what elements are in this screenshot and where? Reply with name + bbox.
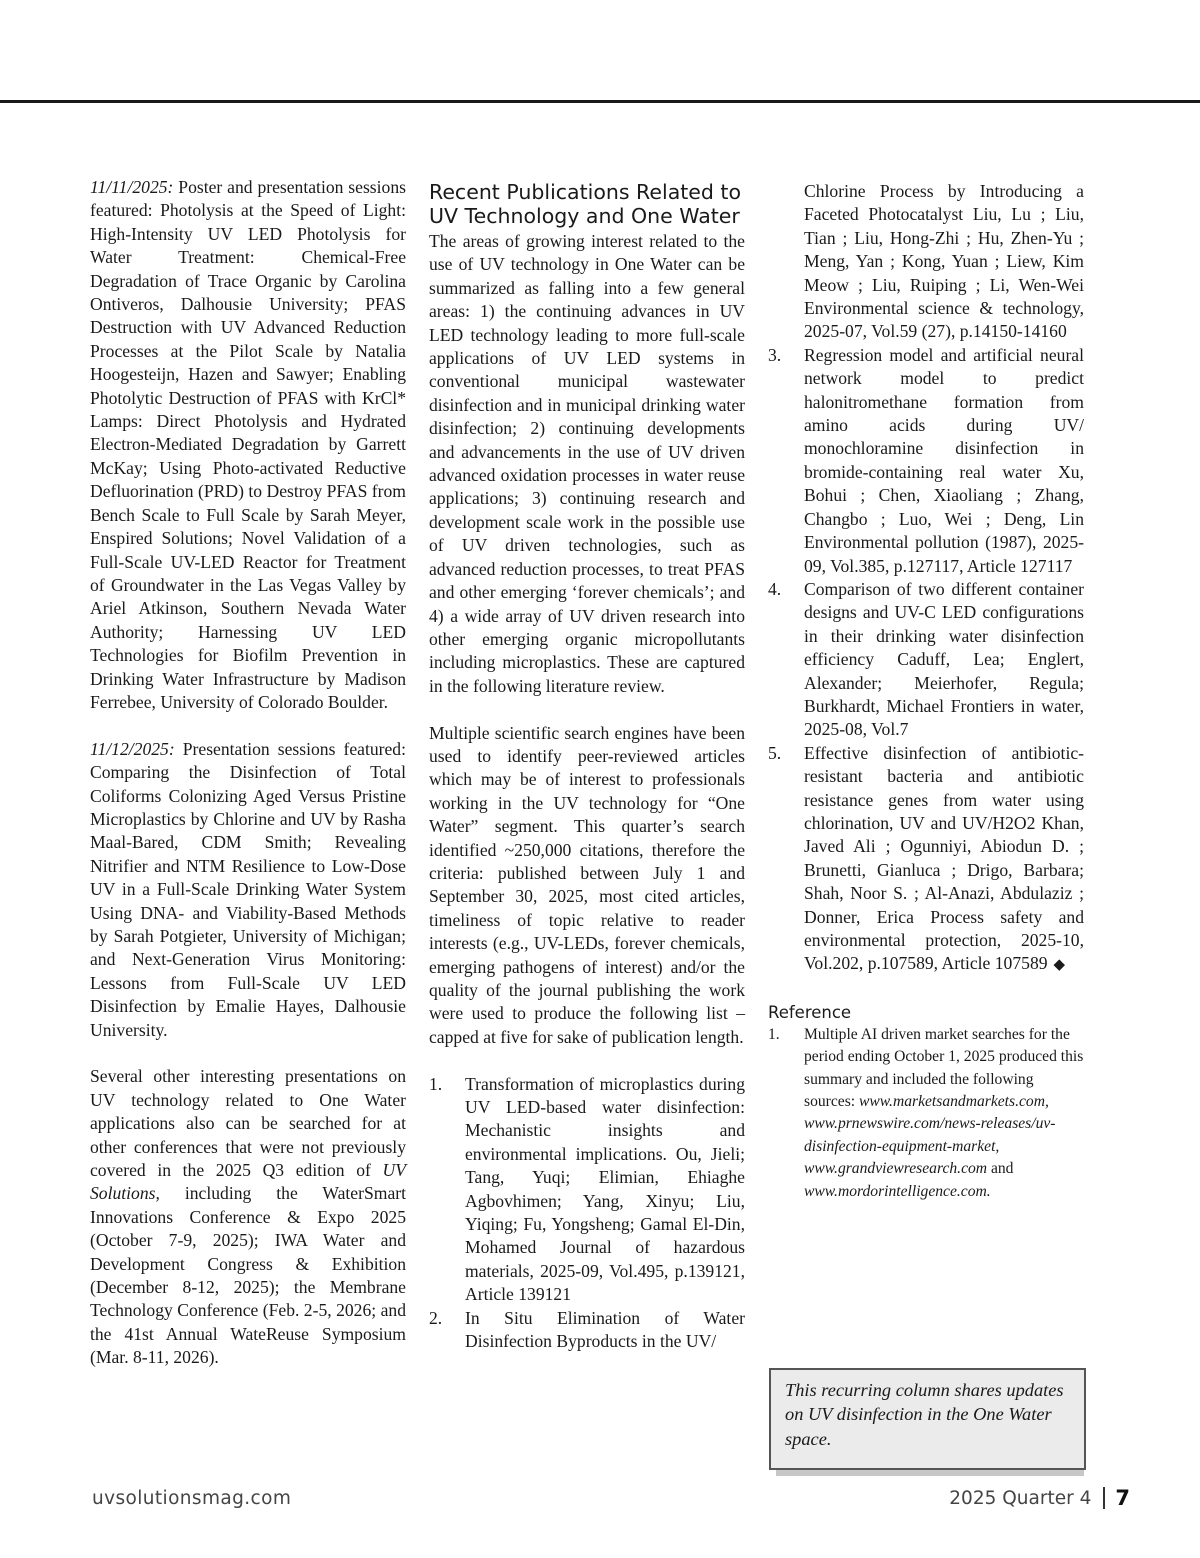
- page-number: 7: [1115, 1486, 1130, 1510]
- item-number: 5.: [768, 742, 782, 763]
- session-text: Presentation sessions featured: Comparing the Disinfection of Total Coliforms Colonizing Aged Versus Pristine Microplastics by Chlorine and UV by Rasha Maal-Bared, CDM Smith; Revealing Nitrifier and NTM Resilience to Low-Dose UV in a Full-Scale Drinking Water System Using DNA- and Viability-Based Methods by Sarah Potgieter, University of Michigan; and Next-Generation Virus Monitoring: Lessons from Full-Scale UV LED Disinfection by Emalie Hayes, Dalhousie University.: [90, 738, 406, 1040]
- publication-item: [429, 1307, 745, 1354]
- reference-heading: Reference: [768, 1002, 852, 1022]
- reference-link[interactable]: www.marketsandmarkets.com,: [859, 1093, 1049, 1111]
- paragraph-text: Several other interesting presentations on UV technology related to One Water applications also can be searched for at other conferences that were not previously covered in the 2025 Q3 edition of: [90, 1066, 406, 1181]
- publication-list: [768, 344, 1084, 978]
- header-rule: [0, 100, 1200, 103]
- reference-link[interactable]: www.prnewswire.com/news-releases/uv-disinfection-equipment-market,: [804, 1115, 1056, 1155]
- reference-list: [768, 1024, 1084, 1203]
- item-number: 1.: [768, 1025, 780, 1043]
- publication-title: UV Solutions,: [90, 1160, 406, 1204]
- item-text: In Situ Elimination of Water Disinfection Byproducts in the UV/: [465, 1307, 745, 1352]
- session-date: 11/11/2025:: [90, 177, 174, 197]
- column-middle: [429, 176, 745, 1353]
- publication-item: [429, 1073, 745, 1307]
- reference-conjunction: and: [987, 1160, 1014, 1178]
- item-text: Transformation of microplastics during UV LED-based water disinfection: Mechanistic insights and environmental implications. Ou, Jieli; Tang, Yuqi; Elimian, Ehiaghe Agbovhimen; Yang, Xinyu; Liu, Yiqing; Fu, Yongsheng; Gamal El-Din, Mohamed Journal of hazardous materials, 2025-09, Vol.495, p.139121, Article 139121: [465, 1073, 745, 1305]
- footer-issue-info: [949, 1486, 1130, 1510]
- reference-link[interactable]: www.grandviewresearch.com: [804, 1160, 988, 1178]
- column-right: [768, 180, 1084, 1203]
- reference-link[interactable]: www.mordorintelligence.com.: [804, 1182, 991, 1200]
- session-date: 11/12/2025:: [90, 738, 175, 759]
- end-mark-icon: ◆: [1053, 957, 1066, 974]
- column-callout-box: This recurring column shares updates on UV disinfection in the One Water space.: [769, 1368, 1086, 1470]
- footer-website: uvsolutionsmag.com: [92, 1488, 292, 1509]
- publication-item-continued: Chlorine Process by Introducing a Faceted Photocatalyst Liu, Lu ; Liu, Tian ; Liu, Hong-Zhi ; Hu, Zhen-Yu ; Meng, Yan ; Kong, Yuan ; Liew, Kim Meow ; Liu, Ruiping ; Li, Wen-Wei Environmental science & technology, 2025-07, Vol.59 (27), p.14150-14160: [804, 181, 1084, 342]
- item-number: 1.: [429, 1073, 443, 1094]
- publication-item: [768, 344, 1084, 578]
- publication-item: [768, 578, 1084, 742]
- footer-divider: [1103, 1487, 1105, 1509]
- item-text: Comparison of two different container designs and UV-C LED configurations in their drinking water disinfection efficiency Caduff, Lea; Englert, Alexander; Meierhofer, Regula; Burkhardt, Michael Frontiers in water, 2025-08, Vol.7: [804, 578, 1084, 740]
- paragraph-text: including the WaterSmart Innovations Conference & Expo 2025 (October 7-9, 2025); IWA Water and Development Congress & Exhibition (December 8-12, 2025); the Membrane Technology Conference (Feb. 2-5, 2026; and the 41st Annual WateReuse Symposium (Mar. 8-11, 2026).: [90, 1183, 406, 1368]
- methodology-paragraph: Multiple scientific search engines have been used to identify peer-reviewed articles which may be of interest to professionals working in the UV technology for “One Water” segment. This quarter’s search identified ~250,000 citations, therefore the criteria: published between July 1 and September 30, 2025, most cited articles, timeliness of topic relative to reader interests (e.g., UV-LEDs, forever chemicals, emerging pathogens of interest) and/or the quality of the journal publishing the work were used to produce the following list – capped at five for sake of publication length.: [429, 722, 745, 1047]
- other-conferences-paragraph: [90, 1065, 406, 1369]
- session-paragraph-nov12: [90, 738, 406, 1042]
- item-number: 2.: [429, 1307, 443, 1328]
- item-text: Effective disinfection of antibiotic-resistant bacteria and antibiotic resistance genes from water using chlorination, UV and UV/H2O2 Khan, Javed Ali ; Ogunniyi, Abiodun D. ; Brunetti, Gianluca ; Drigo, Barbara; Shah, Noor S. ; Al-Anazi, Abdulaziz ; Donner, Erica Process safety and environmental protection, 2025-10, Vol.202, p.107589, Article 107589: [804, 742, 1084, 974]
- item-number: 4.: [768, 578, 782, 599]
- session-text: Poster and presentation sessions featured: Photolysis at the Speed of Light: High-Intensity UV LED Photolysis for Water Treatment: Chemical-Free Degradation of Trace Organic by Carolina Ontiveros, Dalhousie University; PFAS Destruction with UV Advanced Reduction Processes at the Pilot Scale by Natalia Hoogesteijn, Hazen and Sawyer; Enabling Photolytic Destruction of PFAS with KrCl* Lamps: Direct Photolysis and Hydrated Electron-Mediated Degradation by Garrett McKay; Using Photo-activated Reductive Defluorination (PRD) to Destroy PFAS from Bench Scale to Full Scale by Sarah Meyer, Enspired Solutions; Novel Validation of a Full-Scale UV-LED Reactor for Treatment of Groundwater in the Las Vegas Valley by Ariel Atkinson, Southern Nevada Water Authority; Harnessing UV LED Technologies for Biofilm Prevention in Drinking Water Infrastructure by Madison Ferrebee, University of Colorado Boulder.: [90, 177, 406, 712]
- column-left: [90, 176, 406, 1370]
- footer-issue: 2025 Quarter 4: [949, 1487, 1092, 1509]
- reference-text: Multiple AI driven market searches for the period ending October 1, 2025 produced this summary and included the following sources:: [804, 1025, 1084, 1111]
- item-text: Regression model and artificial neural network model to predict halonitromethane formation from amino acids during UV/ monochloramine disinfection in bromide-containing real water Xu, Bohui ; Chen, Xiaoliang ; Zhang, Changbo ; Luo, Wei ; Deng, Lin Environmental pollution (1987), 2025-09, Vol.385, p.127117, Article 127117: [804, 344, 1084, 576]
- session-paragraph-nov11: [90, 176, 406, 714]
- section-heading: Recent Publications Related to UV Technology and One Water: [429, 180, 742, 228]
- reference-item: [768, 1024, 1084, 1203]
- publication-item: [768, 742, 1084, 978]
- intro-paragraph: The areas of growing interest related to the use of UV technology in One Water can be summarized as falling into a few general areas: 1) the continuing advances in UV LED technology leading to more full-scale applications of UV LED systems in conventional municipal wastewater disinfection and in municipal drinking water disinfection; 2) continuing developments and advancements in the use of UV driven advanced oxidation processes in water reuse applications; 3) continuing research and development scale work in the possible use of UV driven technologies, such as advanced reduction processes, to treat PFAS and other emerging ‘forever chemicals’; and 4) a wide array of UV driven research into other emerging organic micropollutants including microplastics. These are captured in the following literature review.: [429, 231, 745, 696]
- publication-list: [429, 1073, 745, 1354]
- item-number: 3.: [768, 344, 782, 365]
